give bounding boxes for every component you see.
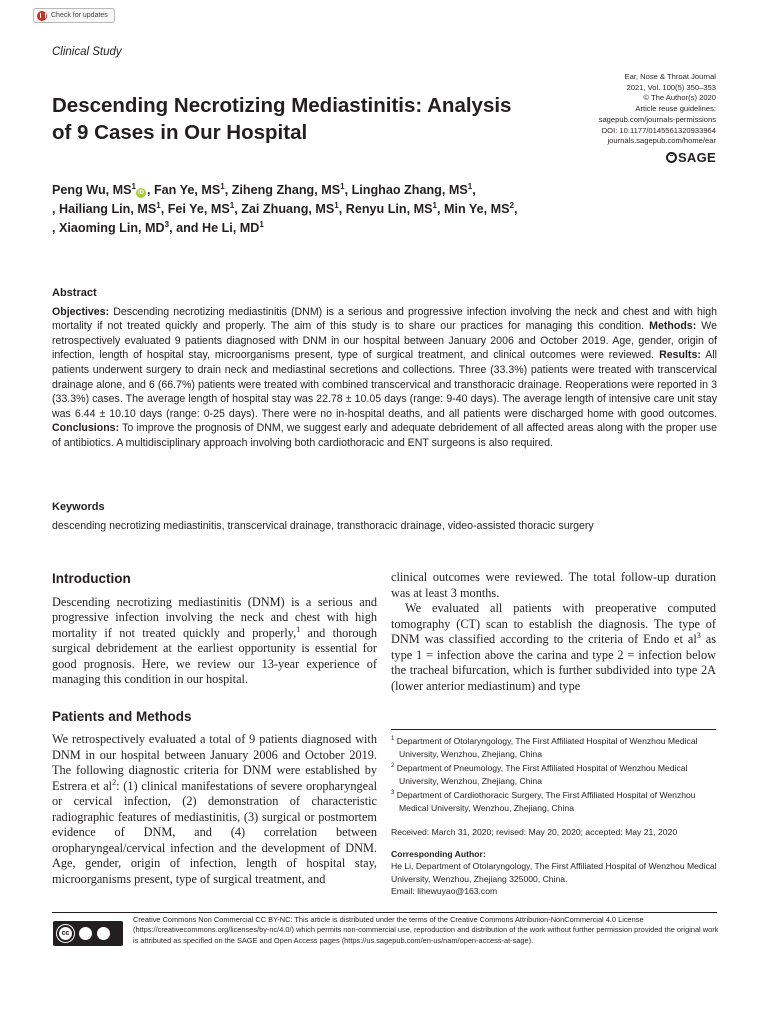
affiliation-2: $^2$ Department of Pneumology, The First Affiliated Hospital of Wenzhou Medical University, Wenzhou, Zhejiang, China [391, 763, 688, 786]
keywords-heading: Keywords [52, 501, 105, 513]
affiliation-3: $^3$ Department of Cardiothoracic Surgery, The First Affiliated Hospital of Wenzhou Medical University, Wenzhou, Zhejiang, China [391, 790, 696, 813]
corresponding-author: He Li, Department of Otolaryngology, The First Affiliated Hospital of Wenzhou Medical University, Wenzhou, Zhejiang 325000, China. [391, 861, 717, 884]
abstract-heading: Abstract [52, 287, 97, 299]
abstract [52, 286, 717, 451]
affiliation-1: $^1$ Department of Otolaryngology, The First Affiliated Hospital of Wenzhou Medical University, Wenzhou, Zhejiang, China [391, 736, 698, 759]
journal-link[interactable]: journals.sagepub.com/home/ear [607, 136, 716, 146]
footer-divider [52, 912, 717, 913]
sage-logo-icon [666, 152, 677, 163]
left-column [52, 571, 377, 887]
corresponding-email[interactable]: Email: lihewuyao@163.com [391, 886, 498, 896]
affiliation-divider [391, 729, 716, 730]
methods-paragraph: We retrospectively evaluated a total of 9 patients diagnosed with DNM in our hospital between January 2006 and October 2019. The following diagnostic criteria for DNM were established by Estrera et $al^2$: (1) clinical manifestations of severe oropharyngeal or cervical infection, (2) demonstration of characteristic radiographic features of mediastinitis, (3) surgical or postmortem evidence of DNM, and (4) correlation between oropharyngeal/cervical infection and the development of DNM. Age, gender, origin of infection, length of hospital stay, microorganisms present, type of surgical treatment, and [52, 732, 377, 886]
article-title: Descending Necrotizing Mediastinitis: Analysis of 9 Cases in Our Hospital [52, 94, 512, 144]
ct-paragraph: We evaluated all patients with preoperative computed tomography (CT) scan to establish the diagnosis. The type of DNM was classified according to the criteria of Endo et $al^3$ as type 1 = infection above the carina and type 2 = infection below the tracheal bifurcation, which is further subdivided into type 2A (lower anterior mediastinum) and type [391, 601, 716, 693]
reuse-guidelines: Article reuse guidelines: [635, 104, 716, 114]
nc-icon [97, 927, 110, 940]
introduction-paragraph: Descending necrotizing mediastinitis (DNM) is a serious and progressive infection involving the neck and chest with high mortality if not treated quickly and properly,$^1$ and thorough surgical debridement at the earliest opportunity is essential for good prognosis. Here, we review our 13-year experience of managing this condition in our hospital. [52, 594, 378, 686]
introduction-heading: Introduction [52, 571, 131, 586]
publisher-name: SAGE [677, 150, 716, 165]
methods-paragraph-continued: clinical outcomes were reviewed. The total follow-up duration was at least 3 months. [391, 570, 716, 600]
updates-icon [37, 11, 47, 21]
journal-info [496, 72, 716, 147]
cc-icon: cc [57, 925, 74, 942]
cc-by-nc-logo[interactable] [53, 921, 123, 946]
author-list: Peng Wu, $MS^1iD$ , Fan Ye, $MS^1$, Ziheng Zhang, $MS^1$, Linghao Zhang, $MS^1$, , Hailiang Lin, $MS^1$, Fei Ye, $MS^1$, Zai Zhuang, $MS^1$, Renyu Lin, $MS^1$, Min Ye, $MS^2$, , Xiaoming Lin, $MD^3$, and He Li, $MD^1$ [52, 182, 518, 235]
journal-name: Ear, Nose & Throat Journal [624, 72, 716, 81]
sage-logo [666, 150, 716, 165]
check-for-updates-label: Check for updates [51, 12, 108, 19]
license-text: Creative Commons Non Commercial CC BY-NC: This article is distributed under the terms of the Creative Commons Attribution-NonCommercial 4.0 License (https://creativecommons.org/licenses/by-nc/4.0/) which permits non-commercial use, reproduction and distribution of the work without further permission provided the original work is attributed as specified on the SAGE and Open Access pages (https://us.sagepub.com/en-us/nam/open-access-at-sage). [133, 915, 719, 945]
received-dates: Received: March 31, 2020; revised: May 20, 2020; accepted: May 21, 2020 [391, 827, 678, 837]
affiliations [391, 735, 717, 898]
permissions-link[interactable]: sagepub.com/journals-permissions [598, 114, 716, 124]
right-column [391, 570, 716, 694]
keywords [52, 500, 717, 533]
keywords-text: descending necrotizing mediastinitis, transcervical drainage, transthoracic drainage, video-assisted thoracic surgery [52, 519, 594, 532]
article-type: Clinical Study [52, 46, 122, 58]
by-icon [79, 927, 92, 940]
abstract-text: Objectives: Descending necrotizing mediastinitis (DNM) is a serious and progressive infection involving the neck and chest and with high mortality if not treated quickly and properly. The aim of this study is to share our practices for managing this condition. Methods: We retrospectively evaluated 9 patients diagnosed with DNM in our hospital between January 2006 and October 2019. Age, gender, origin of infection, length of hospital stay, microorganisms present, type of surgical treatment, and clinical outcomes were reviewed. Results: All patients underwent surgery to drain neck and mediastinal secretions and collections. Three (33.3%) patients were treated with transcervical drainage alone, and 6 (66.7%) patients were treated with combined transcervical and transthoracic drainage. Reoperations were reported in 3 (33.3%) cases. The average length of hospital stay was 22.78 ± 10.05 days (range: 9-40 days). The average length of intensive care unit stay was 6.44 ± 10.10 days (range: 0-25 days). There were no in-hospital deaths, and all patients were discharged home with good outcomes. Conclusions: To improve the prognosis of DNM, we suggest early and adequate debridement of all affected areas along with the proper use of antibiotics. A multidisciplinary approach involving both cardiothoracic and ENT surgeons is also required. [52, 305, 717, 449]
orcid-icon[interactable]: iD [137, 190, 144, 196]
copyright: © The Author(s) 2020 [643, 93, 716, 103]
journal-volume: 2021, Vol. 100(5) 350–353 [626, 82, 716, 92]
methods-heading: Patients and Methods [52, 708, 192, 724]
corresponding-author-heading: Corresponding Author: [391, 848, 486, 859]
doi[interactable]: DOI: 10.1177/0145561320933964 [601, 125, 716, 135]
check-for-updates-badge[interactable] [33, 8, 115, 23]
